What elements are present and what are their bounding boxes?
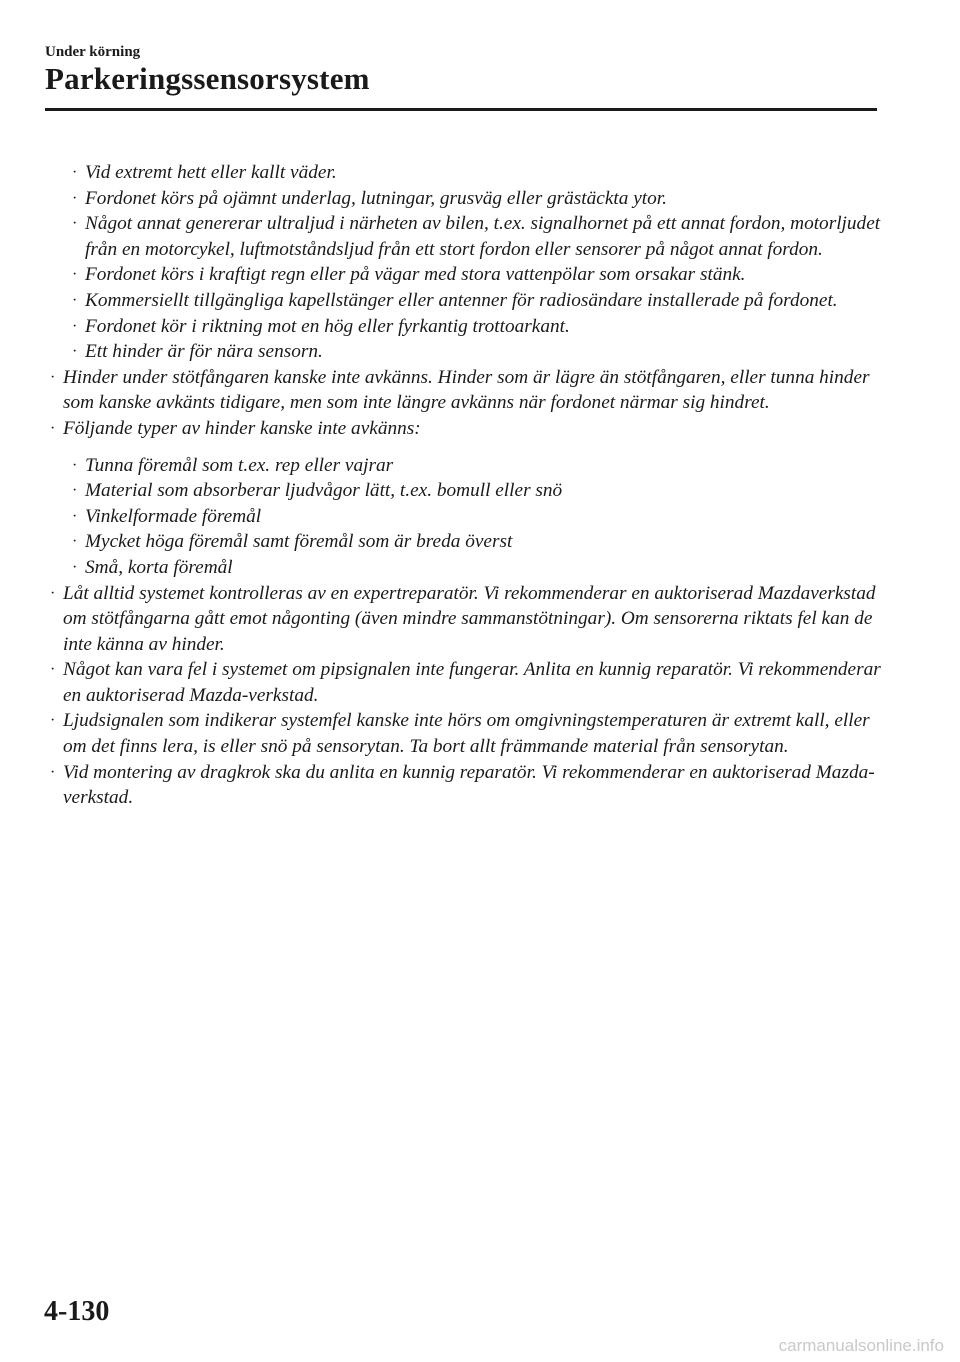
list-item: · Vinkelformade föremål (0, 504, 885, 530)
note-item: · Något kan vara fel i systemet om pipsignalen inte fungerar. Anlita en kunnig reparatör. Vi rekommenderar en auktoriserad Mazda-verkstad. (50, 659, 881, 706)
page-number: 4-130 (44, 1296, 110, 1327)
notes-list-b (0, 581, 960, 811)
list-item: · Fordonet körs på ojämnt underlag, lutningar, grusväg eller grästäckta ytor. (0, 186, 885, 212)
bullet-icon: · (72, 317, 78, 335)
bullet-icon: · (72, 215, 78, 233)
bullet-icon: · (72, 533, 78, 551)
page-title: Parkeringssensorsystem (45, 61, 370, 96)
list-item: · Fordonet körs i kraftigt regn eller på vägar med stora vattenpölar som orsakar stänk. (0, 262, 885, 288)
list-item: · Vid extremt hett eller kallt väder. (0, 160, 885, 186)
note-item: · Hinder under stötfångaren kanske inte avkänns. Hinder som är lägre än stötfångaren, eller tunna hinder som kanske avkänts tidigare, men som inte längre avkänns när fordonet närmar sig hindret. (50, 366, 870, 414)
bullet-icon: · (72, 507, 78, 525)
bullet-icon: · (50, 419, 56, 437)
list-item: · Mycket höga föremål samt föremål som är breda överst (0, 529, 885, 555)
bullet-icon: · (72, 164, 78, 181)
obstacle-types-list (0, 453, 960, 581)
bullet-icon: · (50, 661, 56, 679)
bullet-icon: · (50, 368, 56, 386)
bullet-icon: · (72, 482, 78, 500)
note-item: · Låt alltid systemet kontrolleras av en expertreparatör. Vi rekommenderar en auktoriserad Mazdaverkstad om stötfångarna gått emot någonting (även mindre sammanstötningar). Om sensorerna riktats fel kan de inte känna av hinder. (50, 582, 876, 655)
bullet-icon: · (72, 189, 78, 207)
list-item: · Ett hinder är för nära sensorn. (0, 339, 885, 365)
list-item: · Tunna föremål som t.ex. rep eller vajrar (0, 453, 885, 479)
list-item: · Fordonet kör i riktning mot en hög eller fyrkantig trottoarkant. (0, 314, 885, 340)
page-content (0, 160, 960, 811)
bullet-icon: · (72, 558, 78, 576)
list-item: · Kommersiellt tillgängliga kapellstänger eller antenner för radiosändare installerade på fordonet. (0, 288, 885, 314)
bullet-icon: · (50, 712, 56, 730)
bullet-icon: · (72, 456, 78, 474)
bullet-icon: · (50, 763, 56, 781)
watermark: carmanualsonline.info (778, 1336, 944, 1355)
bullet-icon: · (72, 343, 78, 361)
section-label: Under körning (45, 44, 141, 60)
conditions-list (0, 160, 960, 365)
list-item: · Material som absorberar ljudvågor lätt, t.ex. bomull eller snö (0, 478, 885, 504)
list-item: · Något annat genererar ultraljud i närheten av bilen, t.ex. signalhornet på ett annat fordon, motorljudet från en motorcykel, luftmotståndsljud från ett stort fordon eller sensorer på något annat fordon. (72, 213, 881, 260)
list-item: · Små, korta föremål (0, 555, 885, 581)
note-item: · Ljudsignalen som indikerar systemfel kanske inte hörs om omgivningstemperaturen är extremt kall, eller om det finns lera, is eller snö på sensorytan. Ta bort allt främmande material från sensorytan. (50, 710, 870, 758)
spacer (0, 442, 960, 453)
notes-list-a (0, 365, 960, 442)
note-item: · Följande typer av hinder kanske inte avkänns: (0, 416, 883, 442)
title-divider (45, 108, 877, 111)
bullet-icon: · (72, 291, 78, 309)
bullet-icon: · (50, 584, 56, 602)
bullet-icon: · (72, 266, 78, 284)
note-item: · Vid montering av dragkrok ska du anlita en kunnig reparatör. Vi rekommenderar en auktoriserad Mazda-verkstad. (50, 761, 875, 809)
